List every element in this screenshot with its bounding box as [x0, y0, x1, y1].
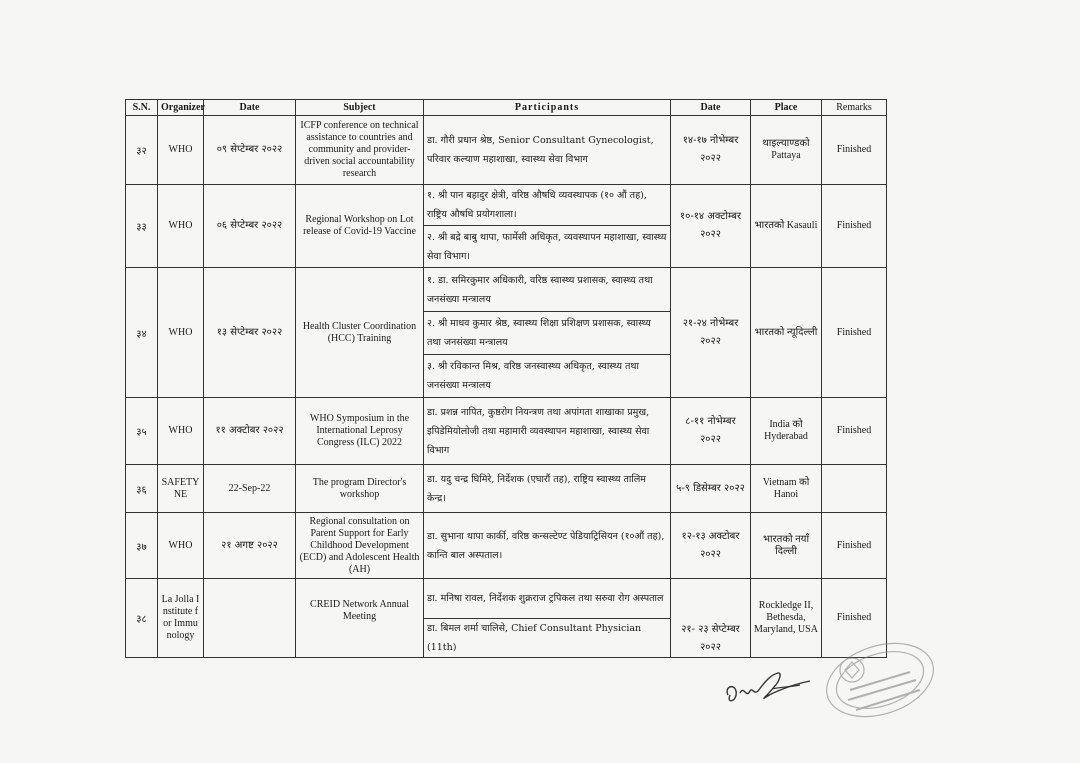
subject-cell: Regional consultation on Parent Support for Early Childhood Development (ECD) and Adolescent Health (AH) — [296, 513, 424, 579]
organizer-cell: WHO — [158, 116, 204, 185]
remarks-cell: Finished — [822, 398, 887, 465]
table-row — [126, 398, 887, 465]
participant-cell: १. श्री पान बहादुर क्षेत्री, वरिष्ठ औषधि व्यवस्थापक (१० औं तह), राष्ट्रिय औषधि प्रयोगशाला। — [424, 185, 671, 226]
place-cell: भारतको न्यूदिल्ली — [751, 268, 822, 398]
table-row — [126, 465, 887, 513]
organizer-cell: La Jolla Institute for Immunology — [158, 579, 204, 658]
date-cell: ०६ सेप्टेम्बर २०२२ — [204, 185, 296, 268]
participant-cell: १. डा. समिरकुमार अधिकारी, वरिष्ठ स्वास्थ्य प्रशासक, स्वास्थ्य तथा जनसंख्या मन्त्रालय — [424, 268, 671, 312]
place-cell: Vietnam को Hanoi — [751, 465, 822, 513]
table-row — [126, 513, 887, 579]
header-row — [126, 100, 887, 116]
place-cell: Rockledge II, Bethesda, Maryland, USA — [751, 579, 822, 658]
organizer-cell: SAFETYNE — [158, 465, 204, 513]
table-row — [126, 268, 887, 312]
participant-cell: २. श्री माधव कुमार श्रेष्ठ, स्वास्थ्य शिक्षा प्रशिक्षण प्रशासक, स्वास्थ्य तथा जनसंख्या मन्त्रालय — [424, 312, 671, 355]
table-row — [126, 579, 887, 619]
place-cell: India को Hyderabad — [751, 398, 822, 465]
organizer-cell: WHO — [158, 513, 204, 579]
col-subject: Subject — [296, 100, 424, 116]
remarks-cell: Finished — [822, 268, 887, 398]
participant-cell: डा. प्रशन्न नापित, कुष्ठरोग नियन्त्रण तथा अपांगता शाखाका प्रमुख, इपिडेमियोलोजी तथा महामारी व्यवस्थापन महाशाखा, स्वास्थ्य सेवा विभाग — [424, 398, 671, 465]
sn-cell: ३५ — [126, 398, 158, 465]
place-cell: भारतको नयाँ दिल्ली — [751, 513, 822, 579]
date2-cell: ८-११ नोभेम्बर २०२२ — [671, 398, 751, 465]
remarks-cell: Finished — [822, 579, 887, 658]
subject-cell: Health Cluster Coordination (HCC) Training — [296, 268, 424, 398]
col-sn: S.N. — [126, 100, 158, 116]
date-cell — [204, 579, 296, 658]
participant-cell: डा. मनिषा रावल, निर्देशक शुक्रराज ट्रपिकल तथा सरुवा रोग अस्पताल — [424, 579, 671, 619]
date-cell: 22-Sep-22 — [204, 465, 296, 513]
table-row — [126, 116, 887, 185]
organizer-cell: WHO — [158, 268, 204, 398]
date2-cell: १२-१३ अक्टोबर २०२२ — [671, 513, 751, 579]
col-date2: Date — [671, 100, 751, 116]
col-participants: Participants — [424, 100, 671, 116]
participant-cell: डा. यदु चन्द्र घिमिरे, निर्देशक (एघारौं तह), राष्ट्रिय स्वास्थ्य तालिम केन्द्र। — [424, 465, 671, 513]
date2-cell: २१-२४ नोभेम्बर २०२२ — [671, 268, 751, 398]
date-cell: २१ अगष्ट २०२२ — [204, 513, 296, 579]
organizer-cell: WHO — [158, 398, 204, 465]
signature-icon — [720, 665, 820, 715]
subject-cell: The program Director's workshop — [296, 465, 424, 513]
date-cell: ०९ सेप्टेम्बर २०२२ — [204, 116, 296, 185]
participants-table — [125, 99, 887, 658]
table-row — [126, 185, 887, 226]
date2-cell: १०-१४ अक्टोम्बर २०२२ — [671, 185, 751, 268]
remarks-cell: Finished — [822, 185, 887, 268]
sn-cell: ३३ — [126, 185, 158, 268]
participant-cell: २. श्री बद्रे बाबु थापा, फार्मेसी अधिकृत, व्यवस्थापन महाशाखा, स्वास्थ्य सेवा विभाग। — [424, 226, 671, 268]
sn-cell: ३६ — [126, 465, 158, 513]
participant-cell: ३. श्री रविकान्त मिश्र, वरिष्ठ जनस्वास्थ्य अधिकृत, स्वास्थ्य तथा जनसंख्या मन्त्रालय — [424, 355, 671, 398]
col-date: Date — [204, 100, 296, 116]
sn-cell: ३७ — [126, 513, 158, 579]
place-cell: भारतको Kasauli — [751, 185, 822, 268]
sn-cell: ३४ — [126, 268, 158, 398]
date-cell: ११ अक्टोबर २०२२ — [204, 398, 296, 465]
date2-cell: ५-९ डिसेम्बर २०२२ — [671, 465, 751, 513]
date2-cell: २१- २३ सेप्टेम्बर २०२२ — [671, 579, 751, 658]
sn-cell: ३२ — [126, 116, 158, 185]
remarks-cell — [822, 465, 887, 513]
participant-cell: डा. बिमल शर्मा चालिसे, Chief Consultant Physician (11th) — [424, 619, 671, 658]
remarks-cell: Finished — [822, 513, 887, 579]
col-organizer: Organizer — [158, 100, 204, 116]
place-cell: थाइल्याण्डको Pattaya — [751, 116, 822, 185]
sn-cell: ३८ — [126, 579, 158, 658]
remarks-cell: Finished — [822, 116, 887, 185]
organizer-cell: WHO — [158, 185, 204, 268]
stamp-icon — [820, 640, 940, 730]
subject-cell: CREID Network Annual Meeting — [296, 579, 424, 658]
col-place: Place — [751, 100, 822, 116]
participant-cell: डा. सुभाना थापा कार्की, वरिष्ठ कन्सल्टेण्ट पेडियाट्रिसियन (१०औं तह), कान्ति बाल अस्पताल। — [424, 513, 671, 579]
participant-cell: डा. गौरी प्रधान श्रेष्ठ, Senior Consultant Gynecologist, परिवार कल्याण महाशाखा, स्वास्थ्य सेवा विभाग — [424, 116, 671, 185]
subject-cell: Regional Workshop on Lot release of Covid-19 Vaccine — [296, 185, 424, 268]
subject-cell: WHO Symposium in the International Leprosy Congress (ILC) 2022 — [296, 398, 424, 465]
date-cell: १३ सेप्टेम्बर २०२२ — [204, 268, 296, 398]
subject-cell: ICFP conference on technical assistance to countries and community and provider-driven social accountability research — [296, 116, 424, 185]
col-remarks: Remarks — [822, 100, 887, 116]
date2-cell: १४-१७ नोभेम्बर २०२२ — [671, 116, 751, 185]
